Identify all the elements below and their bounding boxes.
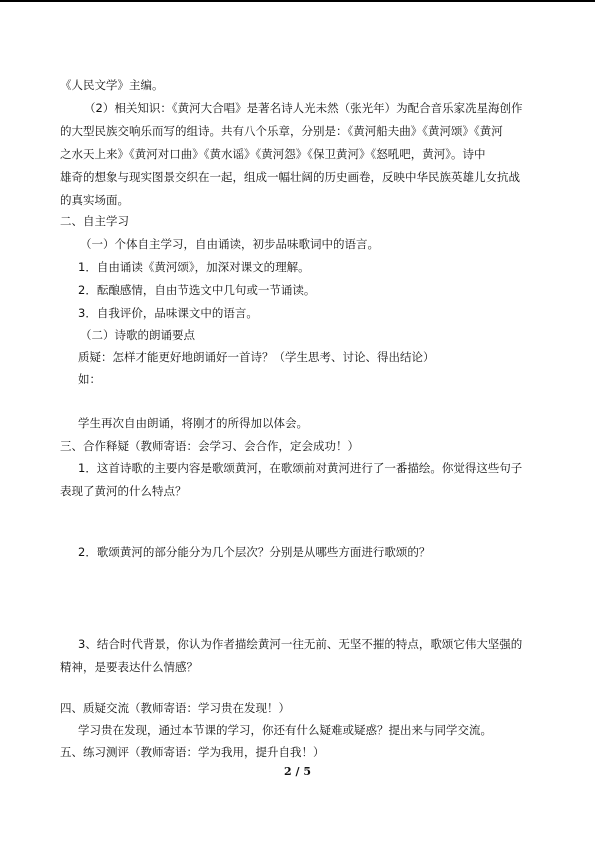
text-line-4: 之水天上来》《黄河对口曲》《黄水谣》《黄河怨》《保卫黄河》《怒吼吧，黄河》。诗中 [60,147,486,161]
text-line-3: 的大型民族交响乐而写的组诗。共有八个乐章，分别是：《黄河船夫曲》《黄河颂》《黄河 [60,124,503,138]
text-line-5: 雄奇的想象与现实图景交织在一起，组成一幅壮阔的历史画卷，反映中华民族英雄儿女抗战 [60,170,520,184]
text-line-12: （二）诗歌的朗诵要点 [80,328,195,342]
text-line-23: 学习贵在发现，通过本节课的学习，你还有什么疑难或疑惑？提出来与同学交流。 [78,723,492,737]
text-line-8: （一）个体自主学习，自由诵读，初步品味歌词中的语言。 [80,237,379,251]
text-line-1: 《人民文学》主编。 [60,78,164,92]
text-line-20: 3、结合时代背景，你认为作者描绘黄河一往无前、无坚不摧的特点，歌颂它伟大坚强的 [78,637,523,651]
text-line-2: （2）相关知识：《黄河大合唱》是著名诗人光未然（张光年）为配合音乐家冼星海创作 [84,101,523,115]
text-line-6: 的真实场面。 [60,193,129,207]
header-rule [0,0,595,2]
section-heading-2: 二、自主学习 [60,214,129,228]
text-line-21: 精神，是要表达什么情感？ [60,660,198,674]
text-line-11: 3．自我评价，品味课文中的语言。 [78,306,258,320]
text-line-13: 质疑：怎样才能更好地朗诵好一首诗？（学生思考、讨论、得出结论） [78,350,435,364]
text-line-19: 2．歌颂黄河的部分能分为几个层次？分别是从哪些方面进行歌颂的？ [78,545,431,559]
text-line-18: 表现了黄河的什么特点？ [60,484,187,498]
text-line-15: 学生再次自由朗诵，将刚才的所得加以体会。 [78,416,308,430]
text-line-17: 1．这首诗歌的主要内容是歌颂黄河，在歌颂前对黄河进行了一番描绘。你觉得这些句子 [78,461,523,475]
section-heading-3: 三、合作释疑（教师寄语：会学习、会合作，定会成功！） [60,439,359,453]
text-line-14: 如： [78,372,101,386]
text-line-9: 1．自由诵读《黄河颂》，加深对课文的理解。 [78,260,310,274]
section-heading-5: 五、练习测评（教师寄语：学为我用，提升自我！） [60,745,325,759]
page-number: 2 / 5 [284,765,311,778]
section-heading-4: 四、质疑交流（教师寄语：学习贵在发现！） [60,701,290,715]
text-line-10: 2．酝酿感情，自由节选文中几句或一节诵读。 [78,283,316,297]
